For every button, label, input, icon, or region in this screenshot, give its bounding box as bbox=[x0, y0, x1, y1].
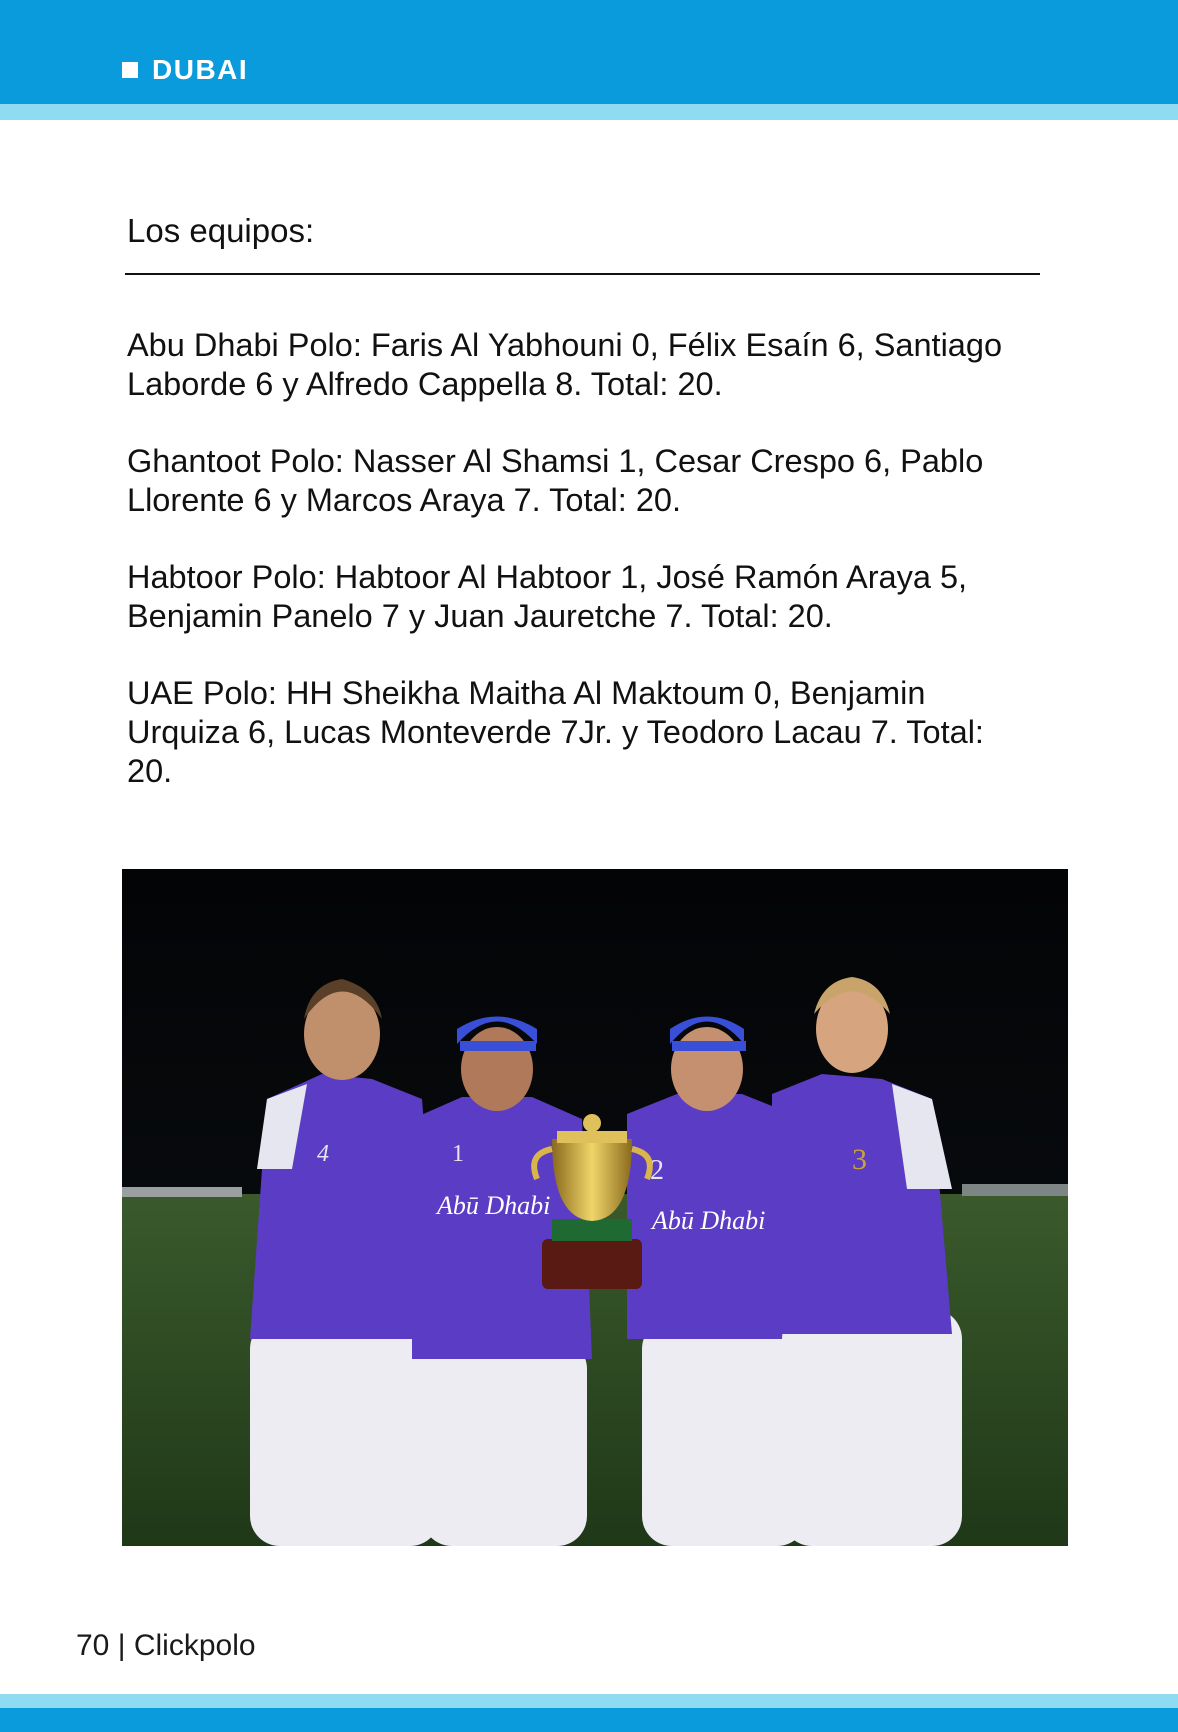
divider bbox=[125, 273, 1040, 275]
subheading: Los equipos: bbox=[127, 212, 315, 249]
jersey-text: Abū Dhabi bbox=[652, 1206, 766, 1235]
jersey-number: 3 bbox=[852, 1143, 867, 1176]
square-icon bbox=[122, 62, 138, 78]
team-entry: Habtoor Polo: Habtoor Al Habtoor 1, José Ramón Araya 5, Benjamin Panelo 7 y Juan Jauretche 7. Total: 20. bbox=[127, 559, 968, 634]
jersey-number: 2 bbox=[650, 1155, 664, 1186]
team-entry: UAE Polo: HH Sheikha Maitha Al Maktoum 0, Benjamin Urquiza 6, Lucas Monteverde 7Jr. y Teodoro Lacau 7. Total: 20. bbox=[127, 675, 984, 789]
photo-illustration bbox=[122, 869, 1068, 1546]
team-photo bbox=[122, 869, 1068, 1546]
page-footer: 70 | Clickpolo bbox=[76, 1629, 256, 1662]
jersey-text: Abū Dhabi bbox=[437, 1191, 551, 1220]
team-entry: Ghantoot Polo: Nasser Al Shamsi 1, Cesar Crespo 6, Pablo Llorente 6 y Marcos Araya 7. Total: 20. bbox=[127, 443, 984, 518]
team-list bbox=[127, 326, 1007, 829]
jersey-number: 4 bbox=[317, 1141, 329, 1167]
footer-stripe bbox=[0, 1694, 1178, 1708]
section-tag bbox=[122, 50, 248, 90]
footer-bar bbox=[0, 1708, 1178, 1732]
jersey-number: 1 bbox=[452, 1141, 464, 1167]
team-entry: Abu Dhabi Polo: Faris Al Yabhouni 0, Félix Esaín 6, Santiago Laborde 6 y Alfredo Cappella 8. Total: 20. bbox=[127, 327, 1003, 402]
section-label: DUBAI bbox=[152, 54, 249, 85]
header-stripe bbox=[0, 104, 1178, 120]
